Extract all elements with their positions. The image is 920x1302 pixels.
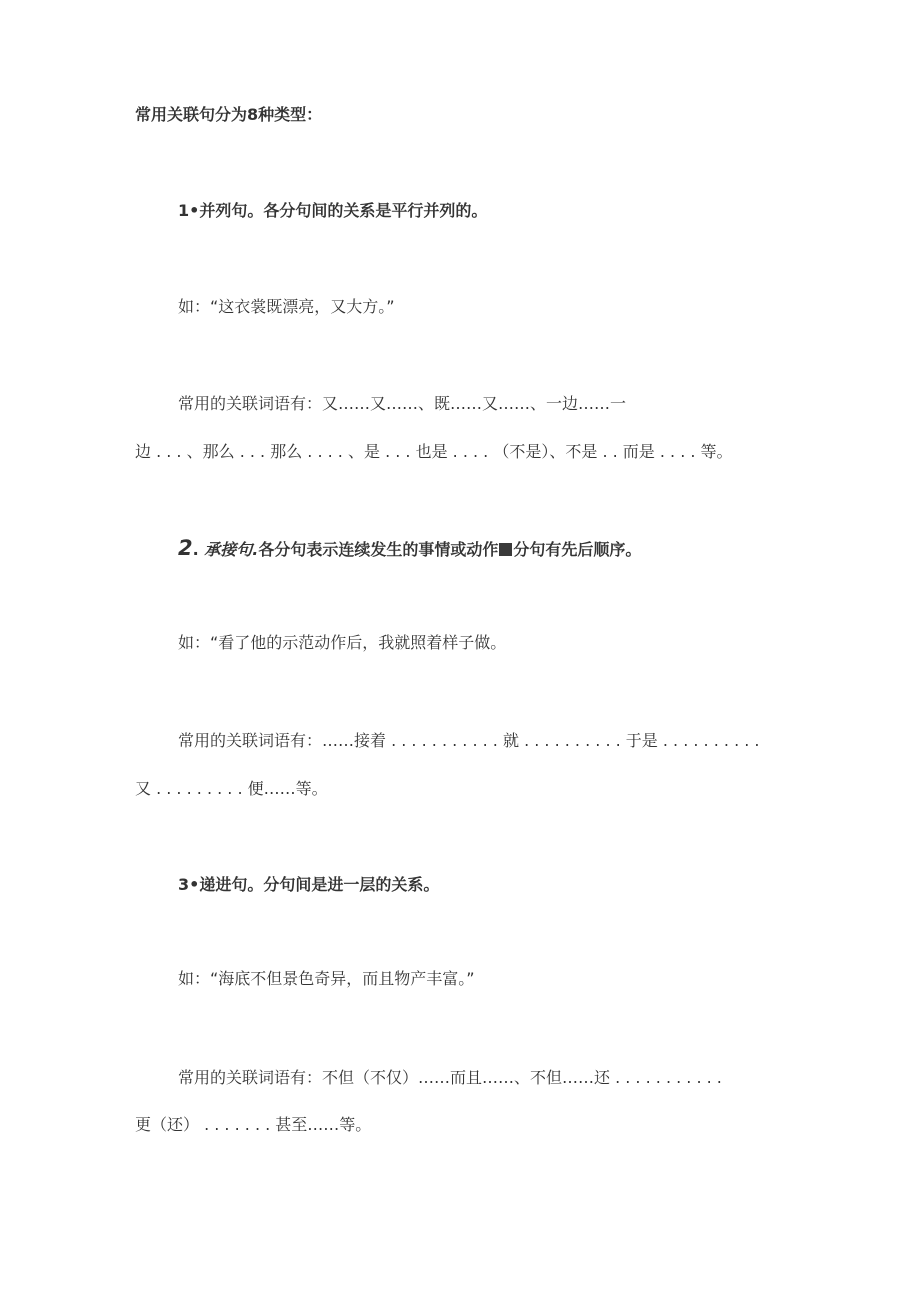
- section-1-example: 如：“这衣裳既漂亮，又大方。”: [178, 297, 395, 316]
- document-title: 常用关联句分为8种类型：: [135, 105, 323, 124]
- section-2-number-dot: .: [192, 540, 199, 559]
- section-3-words-line-2: 更（还） . . . . . . . 甚至……等。: [135, 1115, 372, 1134]
- section-3-words-line-1: 常用的关联词语有：不但（不仅）……而且……、不但……还 . . . . . . . . . . .: [178, 1068, 722, 1087]
- section-2-heading-text-a: 各分句表示连续发生的事情或动作: [258, 540, 499, 559]
- section-1-heading: 1•并列句。各分句间的关系是平行并列的。: [178, 201, 488, 220]
- section-2-heading-text-b: 分句有先后顺序。: [513, 540, 642, 559]
- section-2-label: 承接句.: [204, 540, 259, 559]
- section-2-heading: [178, 538, 641, 560]
- section-2-example: 如：“看了他的示范动作后，我就照着样子做。: [178, 633, 507, 652]
- section-1-words-line-1: 常用的关联词语有：又……又……、既……又……、一边……一: [178, 394, 627, 413]
- section-2-words-line-1: 常用的关联词语有：……接着 . . . . . . . . . . . 就 . . . . . . . . . . 于是 . . . . . . . . . .: [178, 731, 760, 750]
- black-square-icon: [499, 543, 512, 556]
- section-1-words-line-2: 边 . . . 、那么 . . . 那么 . . . . 、是 . . . 也是 . . . . （不是）、不是 . . 而是 . . . . 等。: [135, 442, 733, 461]
- section-2-number: 2: [178, 536, 193, 560]
- section-3-heading: 3•递进句。分句间是进一层的关系。: [178, 875, 440, 894]
- section-2-words-line-2: 又 . . . . . . . . . 便……等。: [135, 779, 328, 798]
- section-3-example: 如：“海底不但景色奇异，而且物产丰富。”: [178, 969, 475, 988]
